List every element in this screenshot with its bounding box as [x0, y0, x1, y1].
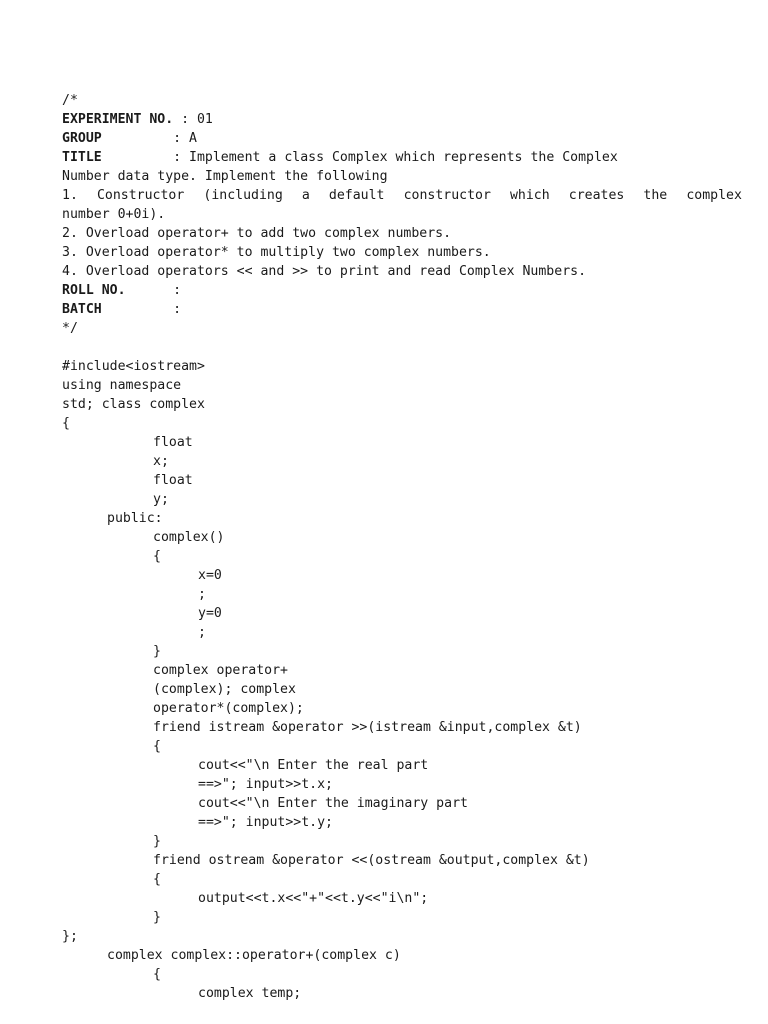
roll-value: : [125, 283, 182, 298]
batch-line [62, 300, 742, 319]
code-line: output<<t.x<<"+"<<t.y<<"i\n"; [198, 891, 429, 906]
code-line: cout<<"\n Enter the real part [198, 758, 429, 773]
title-value: : Implement a class Complex which represents the Complex [101, 150, 618, 165]
code-line: ==>"; input>>t.x; [198, 777, 333, 792]
code-line: y; [153, 492, 169, 507]
code-line: ==>"; input>>t.y; [198, 815, 333, 830]
code-line: float [153, 435, 193, 450]
title-continuation: Number data type. Implement the following [62, 169, 388, 184]
code-line: complex complex::operator+(complex c) [107, 948, 401, 963]
roll-label: ROLL NO. [62, 283, 126, 298]
code-line: y=0 [198, 606, 222, 621]
code-line: { [62, 416, 70, 431]
item-1-line [62, 186, 742, 205]
batch-label: BATCH [62, 302, 102, 317]
experiment-line [62, 110, 742, 129]
code-line: std; class complex [62, 397, 205, 412]
code-line: complex operator+ [153, 663, 288, 678]
item-1-word: the [643, 188, 668, 203]
code-line: cout<<"\n Enter the imaginary part [198, 796, 468, 811]
code-line: } [153, 834, 161, 849]
item-1-continuation: number 0+0i). [62, 207, 166, 222]
code-line: x; [153, 454, 169, 469]
code-line: friend istream &operator >>(istream &input,complex &t) [153, 720, 582, 735]
item-1-word: 1. [62, 188, 78, 203]
code-line: x=0 [198, 568, 222, 583]
item-1-word: creates [568, 188, 625, 203]
item-1-word: which [509, 188, 550, 203]
item-1-word: constructor [403, 188, 491, 203]
code-line: complex temp; [198, 986, 302, 1001]
roll-line [62, 281, 742, 300]
group-line [62, 129, 742, 148]
item-4-line: 4. Overload operators << and >> to print and read Complex Numbers. [62, 264, 587, 279]
experiment-label: EXPERIMENT NO. [62, 112, 174, 127]
code-line: float [153, 473, 193, 488]
code-line: using namespace [62, 378, 182, 393]
experiment-value: : 01 [173, 112, 213, 127]
code-line: { [153, 549, 161, 564]
title-label: TITLE [62, 150, 102, 165]
item-1-word: complex [686, 188, 742, 203]
item-1-word: default [328, 188, 385, 203]
item-1-word: Constructor [96, 188, 185, 203]
code-line: { [153, 872, 161, 887]
code-line: complex() [153, 530, 225, 545]
item-1-word: (including [203, 188, 283, 203]
code-line: friend ostream &operator <<(ostream &output,complex &t) [153, 853, 590, 868]
group-label: GROUP [62, 131, 102, 146]
code-line: operator*(complex); [153, 701, 304, 716]
code-line: (complex); complex [153, 682, 296, 697]
code-line: } [153, 644, 161, 659]
code-line: ; [198, 625, 206, 640]
item-2-line: 2. Overload operator+ to add two complex numbers. [62, 226, 452, 241]
code-line: ; [198, 587, 206, 602]
code-line: #include<iostream> [62, 359, 205, 374]
comment-close: */ [62, 321, 78, 336]
title-line [62, 148, 742, 167]
code-line: }; [62, 929, 78, 944]
source-code-listing [62, 91, 742, 1003]
blank-line [62, 338, 742, 357]
group-value: : A [101, 131, 197, 146]
code-line: { [153, 739, 161, 754]
code-line: { [153, 967, 161, 982]
code-line: public: [107, 511, 163, 526]
item-3-line: 3. Overload operator* to multiply two complex numbers. [62, 245, 491, 260]
code-line: } [153, 910, 161, 925]
batch-value: : [101, 302, 182, 317]
comment-open: /* [62, 93, 78, 108]
item-1-word: a [301, 188, 310, 203]
